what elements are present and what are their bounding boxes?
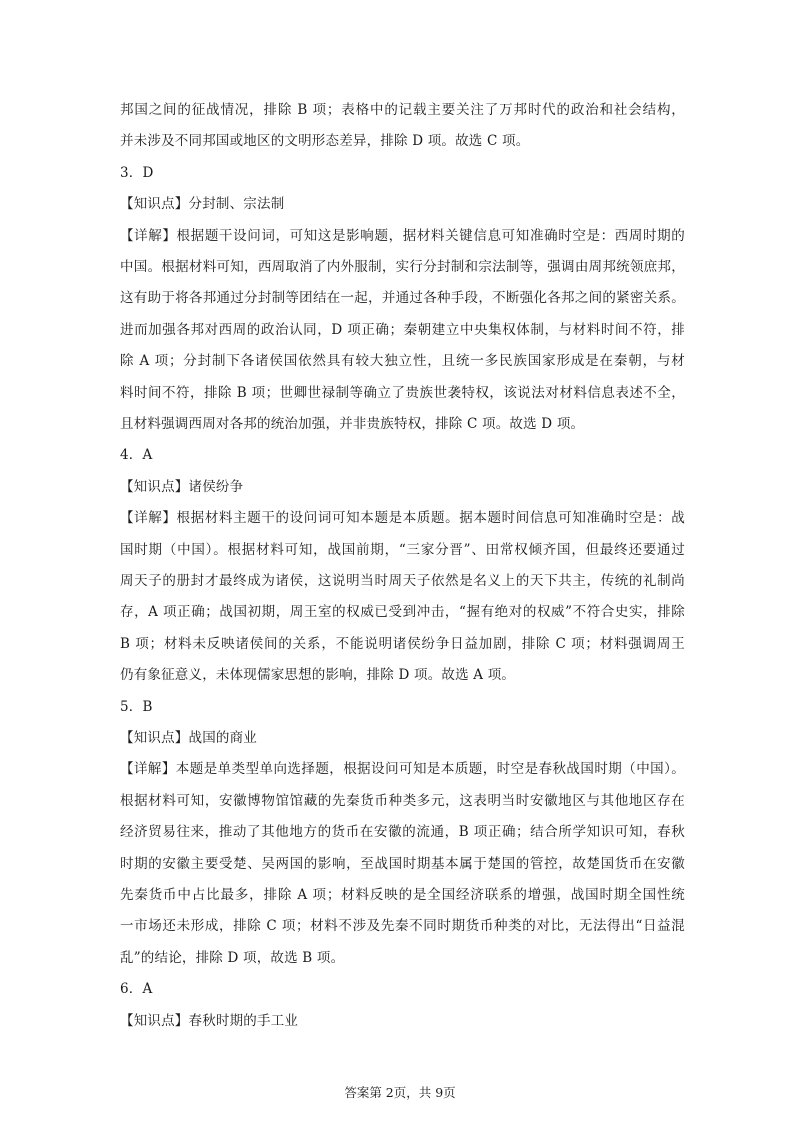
text-line: 且材料强调西周对各邦的统治加强，并非贵族特权，排除 C 项。故选 D 项。 bbox=[120, 416, 585, 432]
text-line: 5．B bbox=[120, 698, 153, 715]
text-line: 并未涉及不同邦国或地区的文明形态差异，排除 D 项。故选 C 项。 bbox=[120, 133, 530, 150]
text-line: 除 A 项；分封制下各诸侯国依然具有较大独立性，且统一多民族国家形成是在秦朝，与材 bbox=[120, 353, 685, 370]
text-line: 乱”的结论，排除 D 项，故选 B 项。 bbox=[120, 949, 345, 966]
text-line: 周天子的册封才最终成为诸侯，这说明当时周天子依然是名义上的天下共主，传统的礼制尚 bbox=[120, 573, 685, 589]
text-line: 中国。根据材料可知，西周取消了内外服制，实行分封制和宗法制等，强调由周邦统领庶邦， bbox=[120, 259, 685, 275]
text-line: 这有助于将各邦通过分封制等团结在一起，并通过各种手段，不断强化各邦之间的紧密关系。 bbox=[120, 290, 685, 307]
page-footer: 答案第 2页，共 9页 bbox=[344, 1085, 456, 1100]
text-line: 【详解】根据材料主题干的设问词可知本题是本质题。据本题时间信息可知准确时空是：战 bbox=[120, 510, 685, 527]
text-line: 根据材料可知，安徽博物馆馆藏的先秦货币种类多元，这表明当时安徽地区与其他地区存在 bbox=[120, 792, 685, 809]
text-line: 邦国之间的征战情况，排除 B 项；表格中的记载主要关注了万邦时代的政治和社会结构， bbox=[120, 102, 685, 118]
text-line: 一市场还未形成，排除 C 项；材料不涉及先秦不同时期货币种类的对比，无法得出“日益混 bbox=[120, 918, 685, 935]
text-line: 进而加强各邦对西周的政治认同，D 项正确；秦朝建立中央集权体制，与材料时间不符，排 bbox=[120, 321, 685, 338]
text-line: 先秦货币中占比最多，排除 A 项；材料反映的是全国经济联系的增强，战国时期全国性统 bbox=[120, 887, 685, 903]
text-line: 【知识点】春秋时期的手工业 bbox=[120, 1012, 299, 1029]
text-line: 3．D bbox=[120, 164, 154, 181]
text-line: 时期的安徽主要受楚、吴两国的影响，至战国时期基本属于楚国的管控，故楚国货币在安徽 bbox=[120, 855, 685, 872]
text-line: 国时期（中国）。根据材料可知，战国前期，“三家分晋”、田常权倾齐国，但最终还要通过 bbox=[120, 541, 685, 558]
text-line: 【知识点】诸侯纷争 bbox=[120, 478, 244, 495]
text-line: 料时间不符，排除 B 项；世卿世禄制等确立了贵族世袭特权，该说法对材料信息表述不全， bbox=[120, 384, 685, 401]
text-line: 经济贸易往来，推动了其他地方的货币在安徽的流通，B 项正确；结合所学知识可知，春秋 bbox=[120, 824, 685, 841]
text-line: 4．A bbox=[120, 447, 153, 464]
text-line: 【详解】根据题干设问词，可知这是影响题，据材料关键信息可知准确时空是：西周时期的 bbox=[120, 227, 685, 244]
text-line: 【详解】本题是单类型单向选择题，根据设问可知是本质题，时空是春秋战国时期（中国）。 bbox=[120, 761, 685, 778]
text-line: B 项；材料未反映诸侯间的关系，不能说明诸侯纷争日益加剧，排除 C 项；材料强调周王 bbox=[120, 635, 685, 652]
text-line: 存，A 项正确；战国初期，周王室的权威已受到冲击，“握有绝对的权威”不符合史实，排除 bbox=[120, 604, 685, 621]
text-line: 仍有象征意义，未体现儒家思想的影响，排除 D 项。故选 A 项。 bbox=[120, 667, 516, 684]
text-line: 6．A bbox=[120, 981, 153, 998]
text-line: 【知识点】分封制、宗法制 bbox=[120, 196, 285, 213]
text-line: 【知识点】战国的商业 bbox=[120, 730, 257, 746]
